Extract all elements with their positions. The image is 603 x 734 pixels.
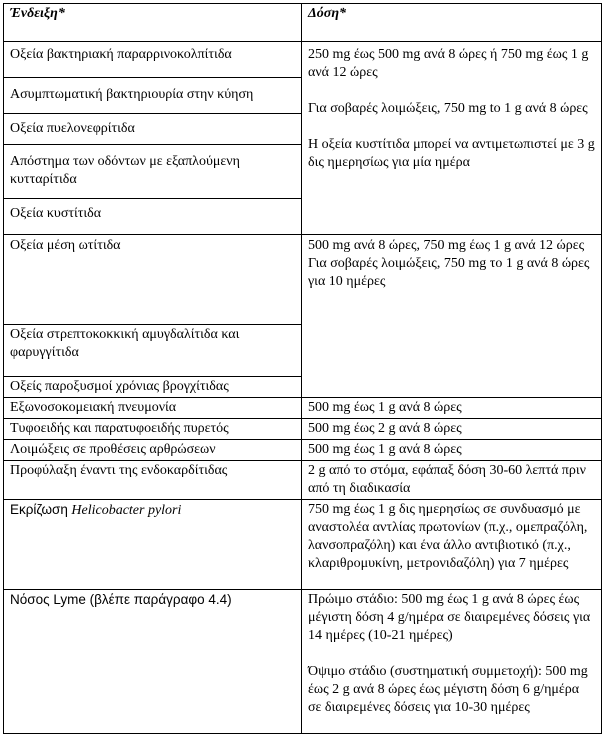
dose-text: Για σοβαρές λοιμώξεις, 750 mg to 1 g ανά 8 ώρες xyxy=(308,101,588,116)
indication-cell: Εξωνοσοκομειακή πνευμονία xyxy=(4,398,302,419)
indication-cell: Απόστημα των οδόντων με εξαπλούμενη κυτταρίτιδα xyxy=(4,145,302,199)
dose-text: Η οξεία κυστίτιδα μπορεί να αντιμετωπιστεί με 3 g δις ημερησίως για μία ημέρα xyxy=(308,137,595,170)
dose-text: 500 mg ανά 8 ώρες, 750 mg έως 1 g ανά 12 ώρες xyxy=(308,238,585,253)
indication-cell: Προφύλαξη έναντι της ενδοκαρδίτιδας xyxy=(4,461,302,500)
indication-prefix: Εκρίζωση xyxy=(10,502,68,517)
organism-name: Helicobacter pylori xyxy=(71,503,182,518)
header-dose: Δόση* xyxy=(302,4,602,42)
dose-cell xyxy=(302,590,602,734)
table-row xyxy=(4,500,602,590)
table-row xyxy=(4,440,602,461)
dose-text: Για σοβαρές λοιμώξεις, 750 mg το 1 g ανά 8 ώρες για 10 ημέρες xyxy=(308,256,590,289)
header-indication: Ένδειξη* xyxy=(4,4,302,42)
dose-cell: 500 mg έως 2 g ανά 8 ώρες xyxy=(302,419,602,440)
indication-cell: Οξεία βακτηριακή παραρρινοκολπίτιδα xyxy=(4,42,302,78)
dose-text: 250 mg έως 500 mg ανά 8 ώρες ή 750 mg έως 1 g ανά 12 ώρες xyxy=(308,47,589,80)
indication-cell: Οξεία μέση ωτίτιδα xyxy=(4,235,302,325)
indication-cell: Ασυμπτωματική βακτηριουρία στην κύηση xyxy=(4,78,302,114)
indication-cell: Νόσος Lyme (βλέπε παράγραφο 4.4) xyxy=(4,590,302,734)
dose-cell: 2 g από το στόμα, εφάπαξ δόση 30-60 λεπτά πριν από τη διαδικασία xyxy=(302,461,602,500)
table-header-row xyxy=(4,4,602,42)
dose-cell: 500 mg έως 1 g ανά 8 ώρες xyxy=(302,440,602,461)
table-row xyxy=(4,235,602,325)
dose-text: Πρώιμο στάδιο: 500 mg έως 1 g ανά 8 ώρες έως μέγιστη δόση 4 g/ημέρα σε διαιρεμένες δόσεις για 14 ημέρες (10-21 ημέρες) xyxy=(308,592,591,643)
dose-cell xyxy=(302,235,602,398)
dosage-table xyxy=(3,3,602,734)
dose-cell xyxy=(302,42,602,235)
table-row xyxy=(4,398,602,419)
table-row xyxy=(4,419,602,440)
indication-cell: Οξεία κυστίτιδα xyxy=(4,199,302,235)
indication-cell: Οξεία πυελονεφρίτιδα xyxy=(4,114,302,145)
indication-cell: Οξεία στρεπτοκοκκική αμυγδαλίτιδα και φαρυγγίτιδα xyxy=(4,325,302,377)
table-row xyxy=(4,590,602,734)
indication-cell xyxy=(4,500,302,590)
dose-cell: 500 mg έως 1 g ανά 8 ώρες xyxy=(302,398,602,419)
indication-cell: Οξείς παροξυσμοί χρόνιας βρογχίτιδας xyxy=(4,377,302,398)
table-row xyxy=(4,42,602,78)
dose-text: Όψιμο στάδιο (συστηματική συμμετοχή): 500 mg έως 2 g ανά 8 ώρες έως μέγιστη δόση 6 g/ημέρα σε διαιρεμένες δόσεις για 10-30 ημέρες xyxy=(308,664,588,715)
table-row xyxy=(4,461,602,500)
dose-cell: 750 mg έως 1 g δις ημερησίως σε συνδυασμό με αναστολέα αντλίας πρωτονίων (π.χ., ομεπραζόλη, λανσοπραζόλη) και ένα άλλο αντιβιοτικό (π.χ., κλαριθρομυκίνη, μετρονιδαζόλη) για 7 ημέρες xyxy=(302,500,602,590)
indication-cell: Τυφοειδής και παρατυφοειδής πυρετός xyxy=(4,419,302,440)
indication-cell: Λοιμώξεις σε προθέσεις αρθρώσεων xyxy=(4,440,302,461)
